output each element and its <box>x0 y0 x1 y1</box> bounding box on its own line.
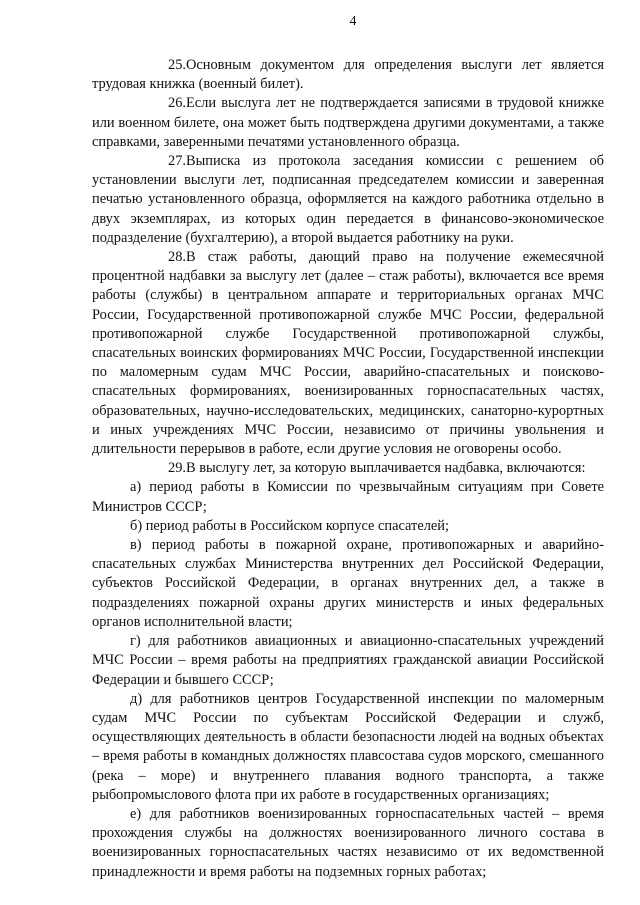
paragraph-text: Основным документом для определения выслуги лет является трудовая книжка (военный билет). <box>92 57 604 93</box>
subitem-g <box>92 632 604 690</box>
subitem-v <box>92 536 604 632</box>
subitem-text: б) период работы в Российском корпусе спасателей; <box>130 517 449 534</box>
paragraph-text: Выписка из протокола заседания комиссии с решением об установлении выслуги лет, подписанная председателем комиссии и заверенная печатью установленного образца, оформляется на каждого работника отдельно в двух экземплярах, из которых один передается в финансово-экономическое подразделение (бухгалтерию), а второй выдается работнику на руки. <box>92 153 604 246</box>
paragraph-number: 27. <box>168 153 186 170</box>
subitem-text: а) период работы в Комиссии по чрезвычайным ситуациям при Совете Министров СССР; <box>92 479 604 515</box>
paragraph-number: 26. <box>168 95 186 112</box>
subitem-text: г) для работников авиационных и авиационно-спасательных учреждений МЧС России – время работы на предприятиях гражданской авиации Российской Федерации и бывшего СССР; <box>92 633 604 688</box>
paragraph-text: В выслугу лет, за которую выплачивается надбавка, включаются: <box>186 460 586 477</box>
subitem-a <box>92 478 604 516</box>
subitem-text: е) для работников военизированных горноспасательных частей – время прохождения службы на должностях военизированного личного состава в военизированных горноспасательных частях независимо от их ведомственной принадлежности и время работы на подземных горных работах; <box>92 805 604 880</box>
paragraph-26 <box>92 94 604 152</box>
paragraph-number: 25. <box>168 57 186 73</box>
page-number: 4 <box>349 14 357 29</box>
paragraph-27 <box>92 152 604 248</box>
subitem-text: в) период работы в пожарной охране, противопожарных и аварийно-спасательных службах Министерства внутренних дел Российской Федерации, субъектов Российской Федерации, в органах внутренних дел, а также в подразделениях пожарной охраны других министерств и иных федеральных органов исполнительной власти; <box>92 537 604 630</box>
subitem-d <box>92 690 604 805</box>
paragraph-number: 29. <box>168 460 186 477</box>
document-body <box>92 56 604 882</box>
subitem-e <box>92 805 604 882</box>
subitem-text: д) для работников центров Государственной инспекции по маломерным судам МЧС России по субъектам Российской Федерации и служб, осуществляющих деятельность в области безопасности людей на водных объектах – время работы в командных должностях плавсостава судов морского, смешанного (река – море) и внутреннего плавания водного транспорта, а также рыбопромыслового флота при их работе в государственных организациях; <box>92 690 604 803</box>
paragraph-text: Если выслуга лет не подтверждается записями в трудовой книжке или военном билете, она может быть подтверждена другими документами, а также справками, заверенными печатями установленного образца. <box>92 95 604 150</box>
paragraph-28 <box>92 248 604 459</box>
subitem-b <box>92 517 604 536</box>
paragraph-25 <box>92 56 604 94</box>
paragraph-number: 28. <box>168 249 186 266</box>
paragraph-text: В стаж работы, дающий право на получение ежемесячной процентной надбавки за выслугу лет (далее – стаж работы), включается все время работы (службы) в центральном аппарате и территориальных органах МЧС России, Государственной противопожарной службе МЧС России, федеральной противопожарной службе Государственной противопожарной службы, спасательных воинских формированиях МЧС России, Государственной инспекции по маломерным судам МЧС России, аварийно-спасательных и поисково-спасательных формированиях, военизированных горноспасательных частях, образовательных, научно-исследовательских, медицинских, санаторно-курортных и иных учреждениях МЧС России, независимо от причины увольнения и длительности перерывов в работе, если другие условия не оговорены особо. <box>92 249 604 458</box>
paragraph-29 <box>92 459 604 478</box>
